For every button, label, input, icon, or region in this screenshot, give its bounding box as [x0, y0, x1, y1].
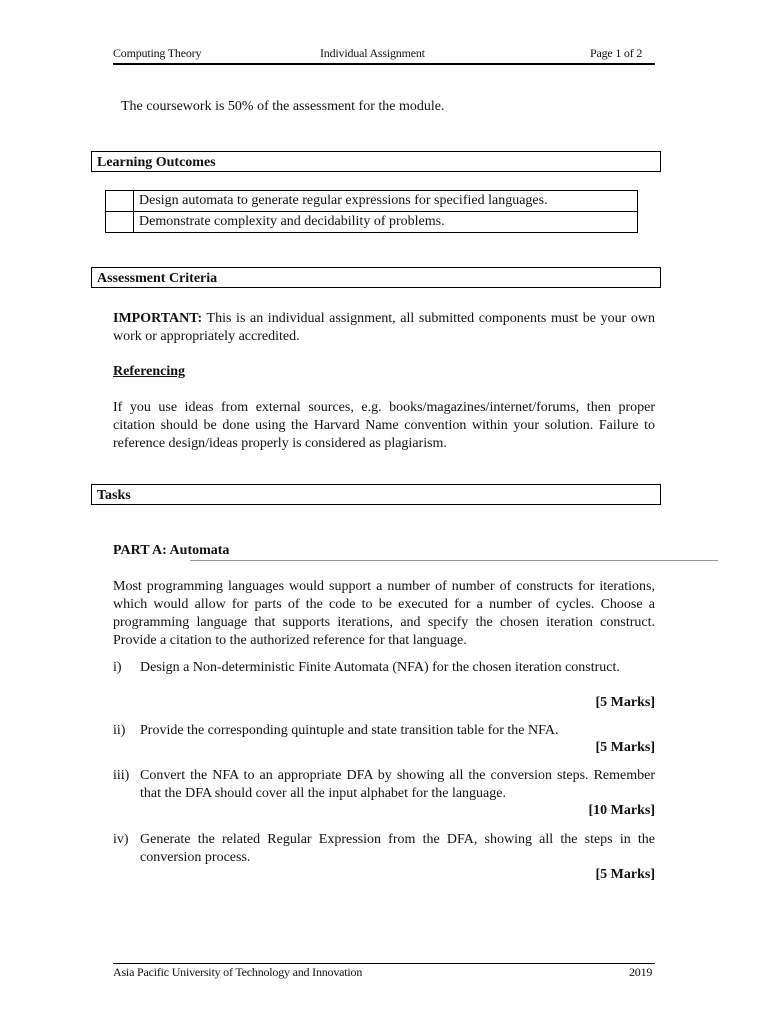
question-number: iv): [113, 832, 129, 847]
tasks-heading: Tasks: [91, 484, 661, 505]
learning-outcome-number-cell: [106, 191, 134, 212]
header-title: Individual Assignment: [320, 46, 425, 60]
learning-outcome-row: [106, 212, 638, 233]
learning-outcome-text: Design automata to generate regular expressions for specified languages.: [134, 191, 638, 212]
important-label: IMPORTANT:: [113, 311, 203, 326]
question-item: [113, 767, 655, 803]
part-a-rule: [190, 560, 718, 561]
header-course: Computing Theory: [113, 46, 202, 60]
footer-rule: [113, 963, 655, 964]
question-text: Provide the corresponding quintuple and state transition table for the NFA.: [140, 723, 559, 738]
question-text: Convert the NFA to an appropriate DFA by showing all the conversion steps. Remember that the DFA should cover all the input alphabet for the language.: [140, 768, 655, 801]
question-marks: [5 Marks]: [595, 695, 655, 710]
important-notice: [113, 310, 655, 346]
footer-year: 2019: [629, 965, 653, 979]
referencing-text: If you use ideas from external sources, e.g. books/magazines/internet/forums, then proper citation should be done using the Harvard Name convention within your solution. Failure to reference design/ideas properly is considered as plagiarism.: [113, 400, 655, 451]
question-number: i): [113, 660, 122, 675]
header-rule: [113, 63, 655, 65]
part-a-intro: Most programming languages would support a number of number of constructs for iterations, which would allow for parts of the code to be executed for a number of cycles. Choose a programming language that supports iterations, and specify the chosen iteration construct. Provide a citation to the authorized reference for that language.: [113, 579, 655, 648]
question-item: [113, 659, 655, 677]
referencing-heading: Referencing: [113, 364, 186, 379]
important-text: This is an individual assignment, all submitted components must be your own work or appropriately accredited.: [113, 311, 655, 344]
learning-outcome-row: [106, 191, 638, 212]
question-text: Design a Non-deterministic Finite Automata (NFA) for the chosen iteration construct.: [140, 660, 620, 675]
question-marks: [5 Marks]: [595, 740, 655, 755]
question-item: [113, 831, 655, 867]
assessment-criteria-heading: Assessment Criteria: [91, 267, 661, 288]
learning-outcomes-table: [105, 190, 638, 233]
learning-outcomes-heading: Learning Outcomes: [91, 151, 661, 172]
part-a-title: PART A: Automata: [113, 543, 230, 558]
header-page-number: Page 1 of 2: [590, 46, 643, 60]
learning-outcome-text: Demonstrate complexity and decidability of problems.: [134, 212, 638, 233]
question-number: iii): [113, 768, 130, 783]
question-text: Generate the related Regular Expression from the DFA, showing all the steps in the conversion process.: [140, 832, 655, 865]
question-number: ii): [113, 723, 126, 738]
question-marks: [5 Marks]: [595, 867, 655, 882]
intro-text: The coursework is 50% of the assessment for the module.: [121, 99, 445, 114]
question-item: [113, 722, 655, 740]
learning-outcome-number-cell: [106, 212, 134, 233]
question-marks: [10 Marks]: [588, 803, 655, 818]
footer-institution: Asia Pacific University of Technology and Innovation: [113, 965, 363, 979]
